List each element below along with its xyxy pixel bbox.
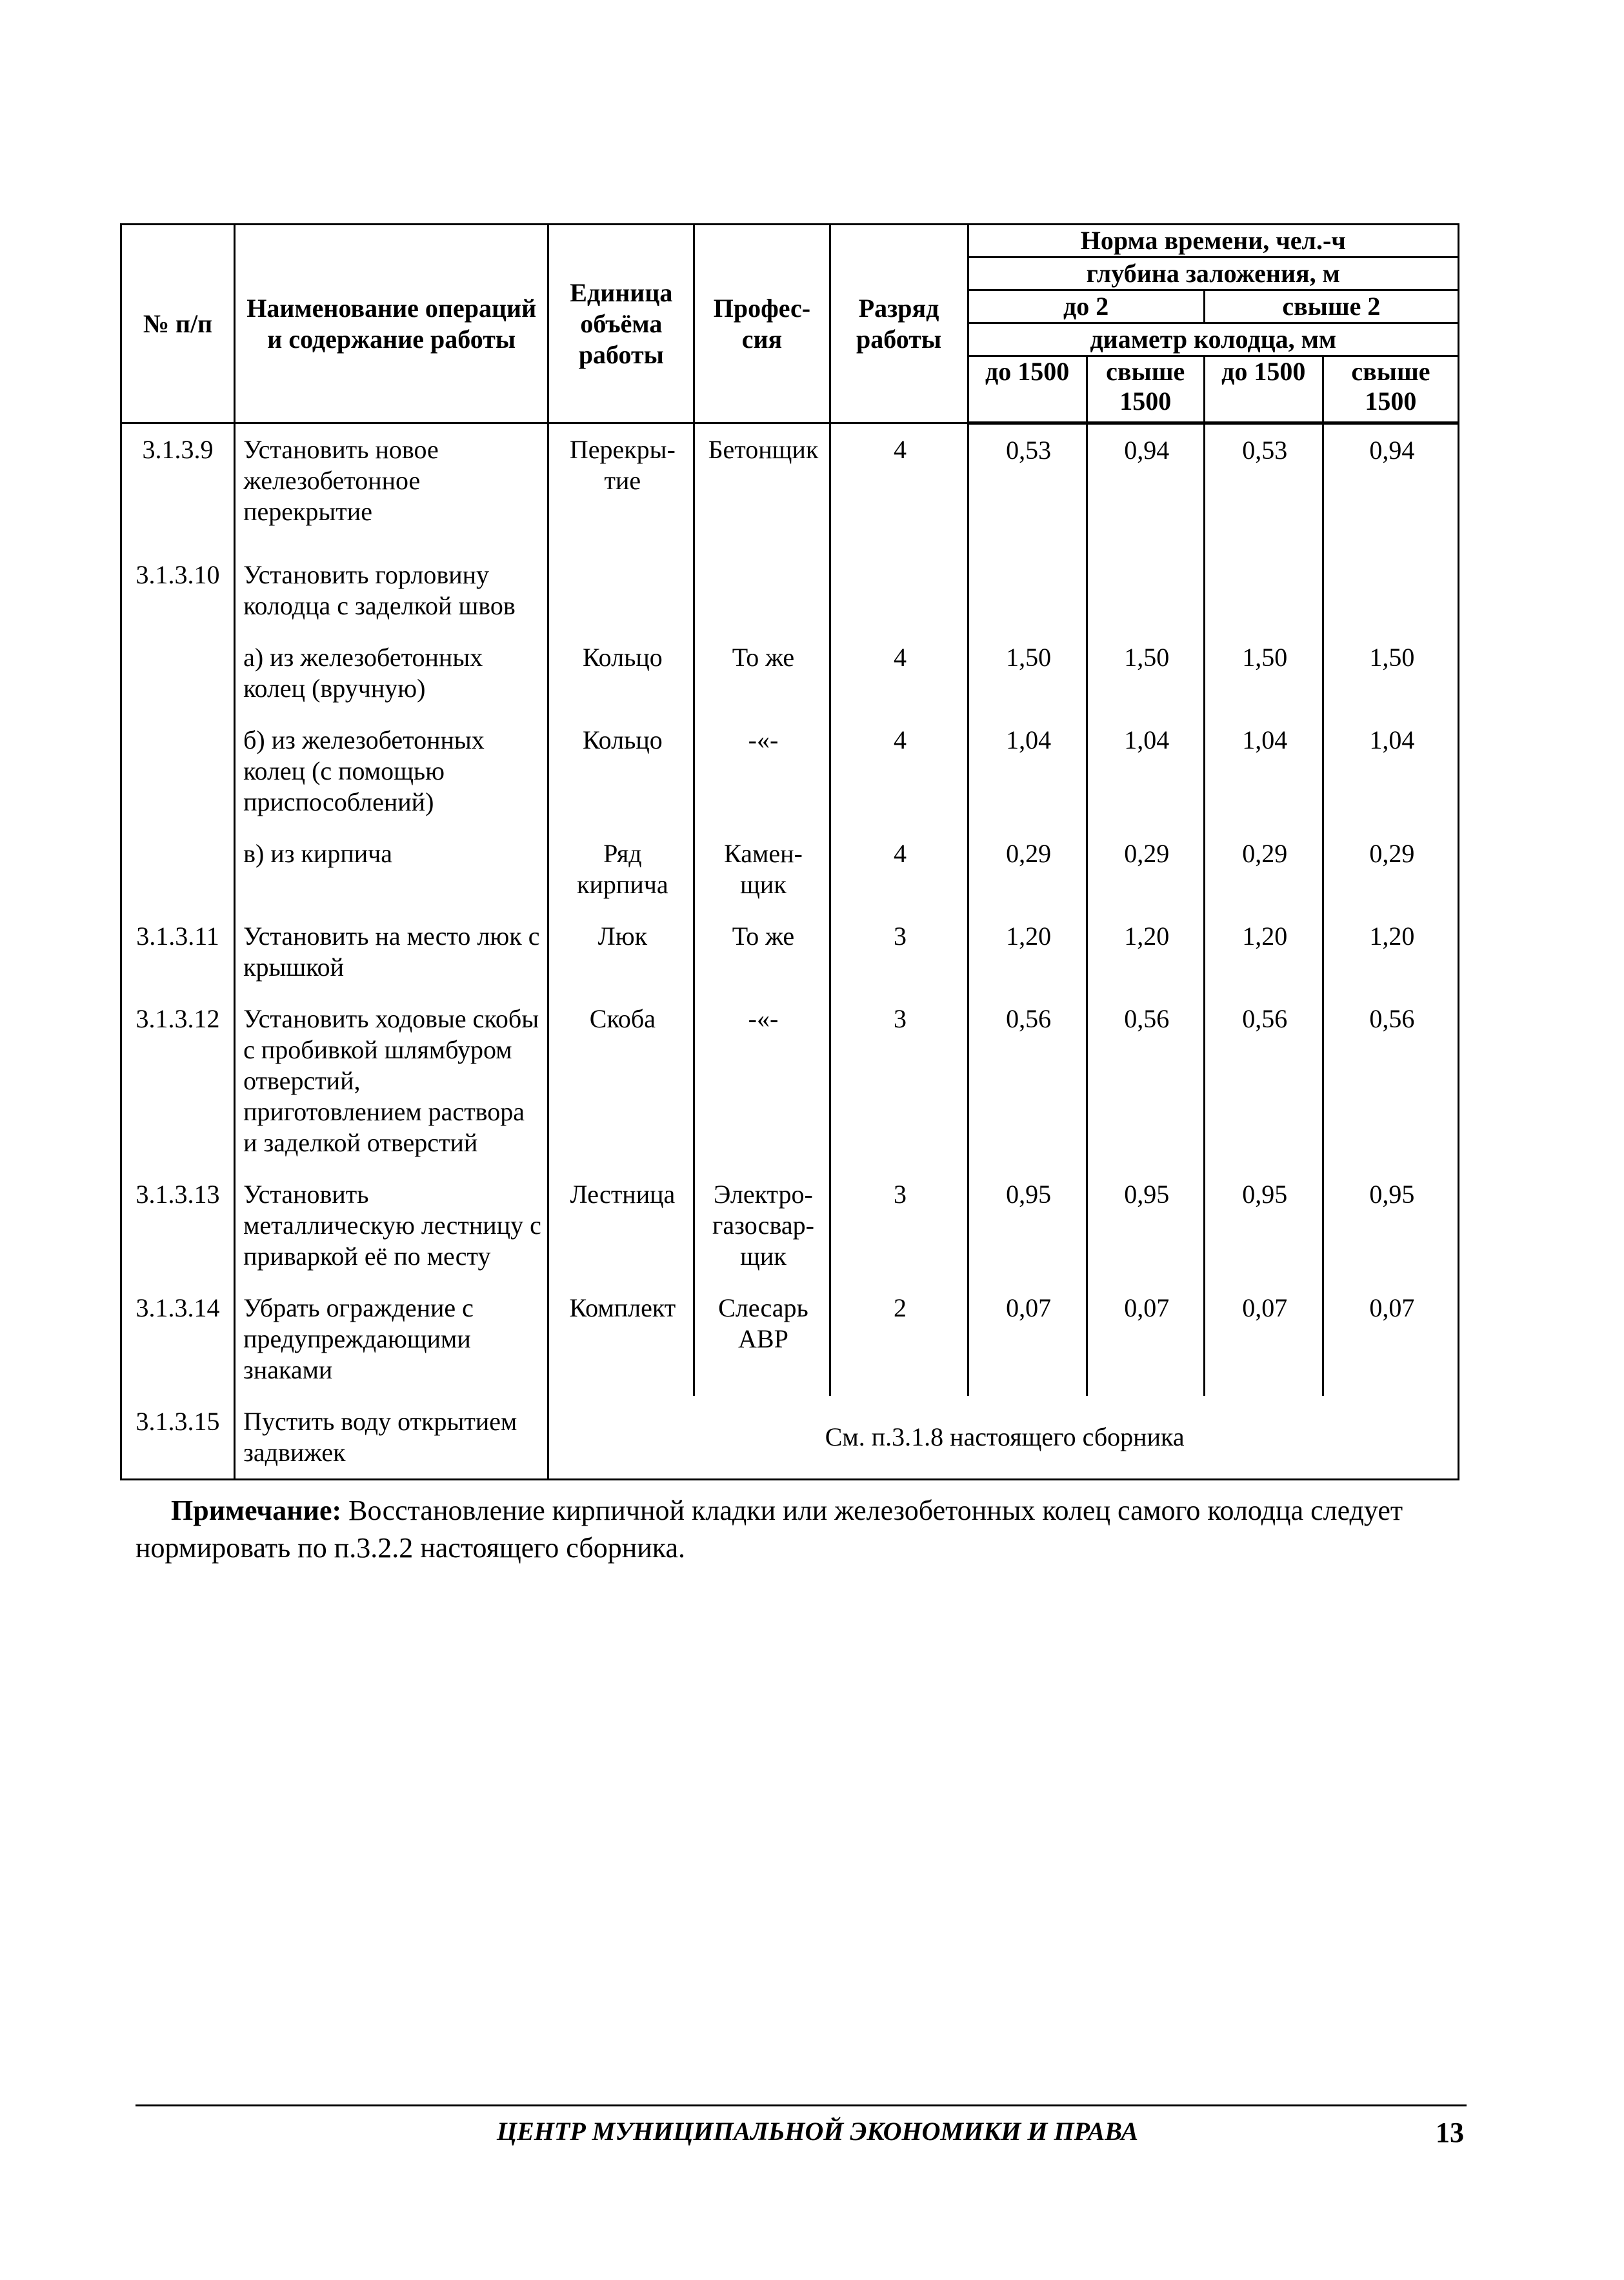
unit-cell: Перекры-тие [548, 423, 694, 538]
value-cell: 0,07 [1323, 1282, 1458, 1396]
table-row [121, 714, 1459, 828]
profession-cell: Слесарь АВР [694, 1282, 830, 1396]
header-diam-upto-1500-b: до 1500 [1204, 356, 1323, 423]
note-label: Примечание: [171, 1495, 342, 1526]
value-cell: 0,29 [1323, 828, 1458, 911]
operation-name: Убрать ограждение с предупреждающими знаками [235, 1282, 548, 1396]
row-number: 3.1.3.10 [121, 538, 235, 632]
value-cell [1204, 538, 1323, 632]
profession-cell: -«- [694, 714, 830, 828]
value-cell: 1,04 [1323, 714, 1458, 828]
header-depth-over-2: свыше 2 [1204, 290, 1458, 323]
row-number: 3.1.3.13 [121, 1169, 235, 1282]
grade-cell [830, 538, 968, 632]
value-cell [1087, 538, 1204, 632]
unit-cell: Люк [548, 911, 694, 993]
value-cell: 0,29 [968, 828, 1087, 911]
table-row [121, 1396, 1459, 1480]
value-cell: 0,95 [1087, 1169, 1204, 1282]
unit-cell [548, 538, 694, 632]
row-number: 3.1.3.14 [121, 1282, 235, 1396]
value-cell: 0,56 [1204, 993, 1323, 1169]
operation-name: Установить ходовые скобы с пробивкой шлямбуром отверстий, приготовлением раствора и заделкой отверстий [235, 993, 548, 1169]
unit-cell: Кольцо [548, 632, 694, 714]
header-depth: глубина заложения, м [968, 257, 1458, 290]
value-cell: 1,04 [968, 714, 1087, 828]
header-profession: Профес-сия [694, 225, 830, 423]
header-grade: Разряд работы [830, 225, 968, 423]
value-cell: 1,50 [1323, 632, 1458, 714]
table-row [121, 632, 1459, 714]
header-name: Наименование операций и содержание работы [235, 225, 548, 423]
row-number [121, 828, 235, 911]
unit-cell: Лестница [548, 1169, 694, 1282]
operation-name: Пустить воду открытием задвижек [235, 1396, 548, 1480]
operation-name: а) из железобетонных колец (вручную) [235, 632, 548, 714]
value-cell: 0,95 [1204, 1169, 1323, 1282]
operation-name: б) из железобетонных колец (с помощью приспособлений) [235, 714, 548, 828]
profession-cell: То же [694, 632, 830, 714]
value-cell [968, 538, 1087, 632]
row-number: 3.1.3.11 [121, 911, 235, 993]
row-number [121, 632, 235, 714]
value-cell: 0,94 [1087, 423, 1204, 538]
grade-cell: 3 [830, 1169, 968, 1282]
table-row [121, 993, 1459, 1169]
grade-cell: 3 [830, 993, 968, 1169]
value-cell: 1,50 [1087, 632, 1204, 714]
header-diam-over-1500-b: свыше 1500 [1323, 356, 1458, 423]
header-diam-over-1500-a: свыше 1500 [1087, 356, 1204, 423]
value-cell: 0,95 [1323, 1169, 1458, 1282]
value-cell: 0,29 [1204, 828, 1323, 911]
reference-note-cell: См. п.3.1.8 настоящего сборника [548, 1396, 1459, 1480]
value-cell: 0,29 [1087, 828, 1204, 911]
table-row [121, 1282, 1459, 1396]
operation-name: Установить на место люк с крышкой [235, 911, 548, 993]
unit-cell: Комплект [548, 1282, 694, 1396]
table-row [121, 1169, 1459, 1282]
header-diam-upto-1500-a: до 1500 [968, 356, 1087, 423]
table-row [121, 911, 1459, 993]
value-cell: 0,56 [1087, 993, 1204, 1169]
norm-table [120, 223, 1459, 1480]
profession-cell: Камен- щик [694, 828, 830, 911]
value-cell: 1,20 [1087, 911, 1204, 993]
unit-cell: Скоба [548, 993, 694, 1169]
value-cell: 1,50 [1204, 632, 1323, 714]
value-cell [1323, 538, 1458, 632]
profession-cell: -«- [694, 993, 830, 1169]
note-text: Восстановление кирпичной кладки или железобетонных колец самого колодца следует нормировать по п.3.2.2 настоящего сборника. [135, 1495, 1403, 1564]
value-cell: 0,53 [968, 423, 1087, 538]
header-diameter: диаметр колодца, мм [968, 323, 1458, 356]
table-row [121, 423, 1459, 538]
value-cell: 1,04 [1087, 714, 1204, 828]
grade-cell: 3 [830, 911, 968, 993]
profession-cell: То же [694, 911, 830, 993]
row-number [121, 714, 235, 828]
grade-cell: 4 [830, 714, 968, 828]
operation-name: в) из кирпича [235, 828, 548, 911]
value-cell: 1,20 [968, 911, 1087, 993]
header-unit: Единица объёма работы [548, 225, 694, 423]
operation-name: Установить новое железобетонное перекрытие [235, 423, 548, 538]
unit-cell: Кольцо [548, 714, 694, 828]
value-cell: 0,94 [1323, 423, 1458, 538]
value-cell: 1,50 [968, 632, 1087, 714]
profession-cell: Бетонщик [694, 423, 830, 538]
value-cell: 1,20 [1323, 911, 1458, 993]
header-num: № п/п [121, 225, 235, 423]
value-cell: 1,20 [1204, 911, 1323, 993]
grade-cell: 2 [830, 1282, 968, 1396]
grade-cell: 4 [830, 828, 968, 911]
profession-cell: Электро- газосвар- щик [694, 1169, 830, 1282]
value-cell: 1,04 [1204, 714, 1323, 828]
header-norm-time: Норма времени, чел.-ч [968, 225, 1458, 257]
profession-cell [694, 538, 830, 632]
row-number: 3.1.3.9 [121, 423, 235, 538]
operation-name: Установить горловину колодца с заделкой швов [235, 538, 548, 632]
footer-organization: ЦЕНТР МУНИЦИПАЛЬНОЙ ЭКОНОМИКИ И ПРАВА [497, 2117, 1139, 2146]
page-number: 13 [1436, 2117, 1464, 2148]
value-cell: 0,07 [1204, 1282, 1323, 1396]
grade-cell: 4 [830, 423, 968, 538]
operation-name: Установить металлическую лестницу с приваркой её по месту [235, 1169, 548, 1282]
table-row [121, 828, 1459, 911]
value-cell: 0,56 [968, 993, 1087, 1169]
footer-rule [135, 2104, 1467, 2106]
header-depth-upto-2: до 2 [968, 290, 1204, 323]
value-cell: 0,07 [1087, 1282, 1204, 1396]
unit-cell: Ряд кирпича [548, 828, 694, 911]
value-cell: 0,53 [1204, 423, 1323, 538]
value-cell: 0,56 [1323, 993, 1458, 1169]
footnote [135, 1492, 1452, 1567]
value-cell: 0,95 [968, 1169, 1087, 1282]
row-number: 3.1.3.12 [121, 993, 235, 1169]
table-row [121, 538, 1459, 632]
row-number: 3.1.3.15 [121, 1396, 235, 1480]
grade-cell: 4 [830, 632, 968, 714]
value-cell: 0,07 [968, 1282, 1087, 1396]
